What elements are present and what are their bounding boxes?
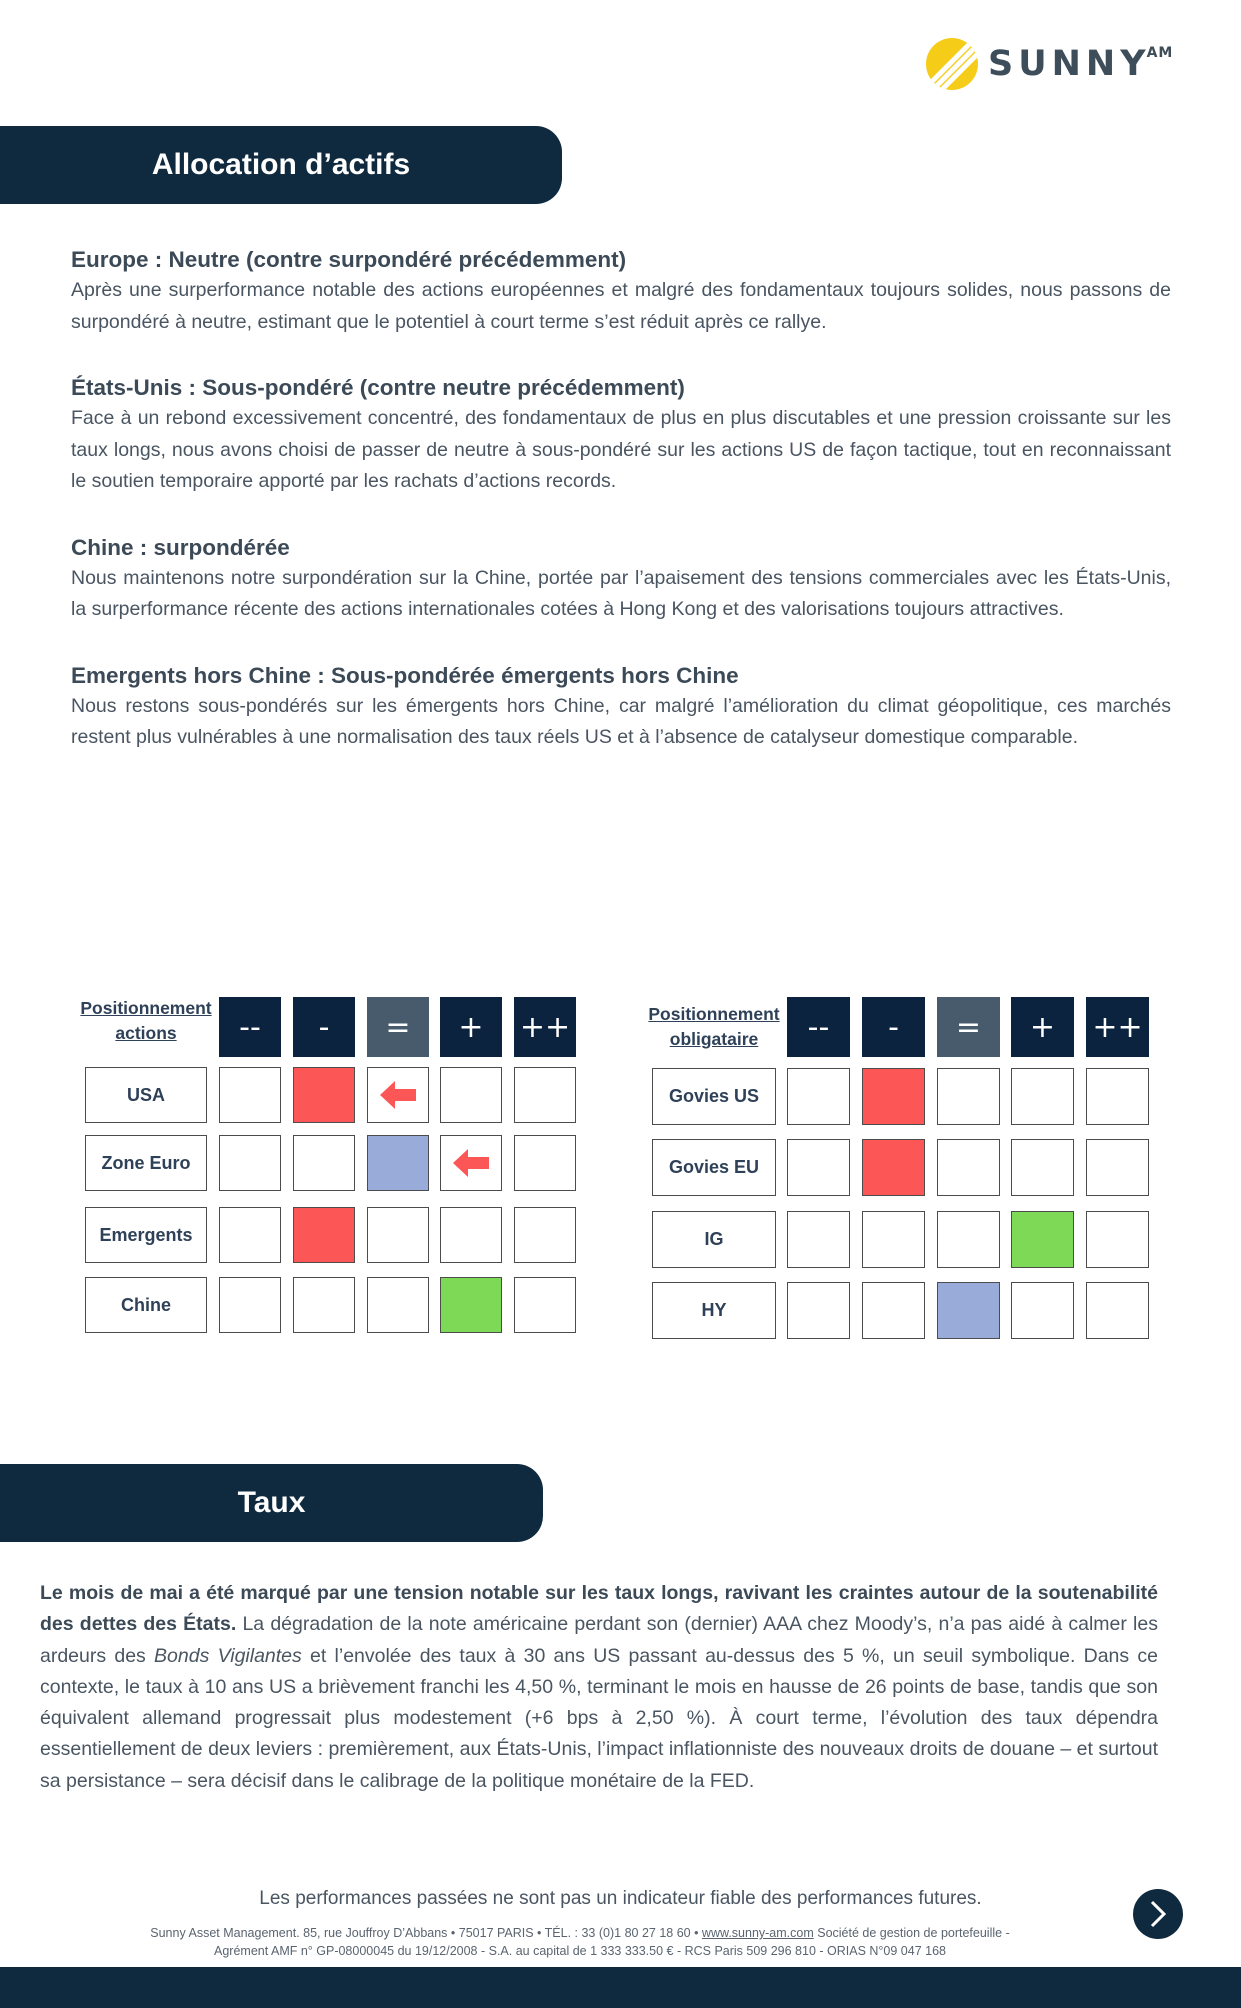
- position-cell: [787, 1068, 850, 1125]
- position-cell: [219, 1135, 281, 1191]
- scale-header-3: +: [440, 997, 502, 1057]
- taux-lead: Le mois de mai a été marqué par une tension notable sur les taux longs, ravivant les craintes autour de la soutenabilité des dettes des États.: [40, 1582, 1158, 1636]
- block-text: Nous maintenons notre surpondération sur la Chine, portée par l’apaisement des tensions commerciales avec les États-Unis, la surperformance récente des actions internationales cotées à Hong Kong et des valorisations toujours attractives.: [71, 566, 1171, 620]
- position-cell: [440, 1207, 502, 1263]
- scale-header-4: ++: [514, 997, 576, 1057]
- position-cell: [514, 1277, 576, 1333]
- position-cell: [367, 1067, 429, 1123]
- position-cell: [293, 1207, 355, 1263]
- position-cell: [219, 1277, 281, 1333]
- scale-header-3: +: [1011, 997, 1074, 1057]
- row-label: Chine: [85, 1277, 207, 1333]
- scale-header-4: ++: [1086, 997, 1149, 1057]
- taux-italic: Bonds Vigilantes: [154, 1644, 302, 1667]
- position-cell: [937, 1068, 1000, 1125]
- block-text: Nous restons sous-pondérés sur les émergents hors Chine, car malgré l’amélioration du climat géopolitique, ces marchés restent plus vulnérables à une normalisation des taux réels US et à l’absence de catalyseur domestique comparable.: [71, 694, 1171, 748]
- position-cell: [440, 1067, 502, 1123]
- scale-header-1: -: [862, 997, 925, 1057]
- position-cell: [862, 1068, 925, 1125]
- position-cell: [367, 1135, 429, 1191]
- taux-text-2: et l’envolée des taux à 30 ans US passant au-dessus des 5 %, un seuil symbolique. Dans ce contexte, le taux à 10 ans US a brièvement franchi les 4,50 %, terminant le mois en hausse de 26 points de base, tandis que son équivalent allemand progressait plus modestement (+6 bps à 2,50 %). À court terme, l’évolution des taux dépendra essentiellement de deux leviers : premièrement, aux États-Unis, l’impact inflationniste des nouveaux droits de douane – et surtout sa persistance – sera décisif dans le calibrage de la politique monétaire de la FED.: [40, 1644, 1158, 1792]
- position-cell: [514, 1207, 576, 1263]
- arrow-left-icon: [453, 1149, 489, 1177]
- block-text: Face à un rebond excessivement concentré, des fondamentaux de plus en plus discutables et une pression croissante sur les taux longs, nous avons choisi de passer de neutre à sous-pondéré sur les actions US de façon tactique, tout en reconnaissant le soutien temporaire apporté par les rachats d’actions records.: [71, 407, 1171, 492]
- scale-header-1: -: [293, 997, 355, 1057]
- position-cell: [514, 1067, 576, 1123]
- position-cell: [862, 1211, 925, 1268]
- position-cell: [787, 1139, 850, 1196]
- position-cell: [440, 1135, 502, 1191]
- position-cell: [1086, 1282, 1149, 1339]
- footer-disclaimer: Les performances passées ne sont pas un indicateur fiable des performances futures.: [259, 1888, 982, 1909]
- block-text: Après une surperformance notable des actions européennes et malgré des fondamentaux toujours solides, nous passons de surpondéré à neutre, estimant que le potentiel à court terme s’est réduit après ce rallye.: [71, 279, 1171, 333]
- scale-header-2: =: [937, 997, 1000, 1057]
- block-us: [71, 372, 1171, 498]
- brand-logo: [926, 38, 1173, 90]
- scale-header-0: --: [787, 997, 850, 1057]
- position-cell: [787, 1282, 850, 1339]
- sun-logo-icon: [926, 38, 978, 90]
- taux-title: Taux: [237, 1486, 306, 1519]
- equity-grid-title: Positionnement actions: [80, 998, 212, 1043]
- position-cell: [219, 1207, 281, 1263]
- chevron-right-icon: [1147, 1899, 1169, 1929]
- position-cell: [1011, 1282, 1074, 1339]
- scale-header-0: --: [219, 997, 281, 1057]
- position-cell: [293, 1277, 355, 1333]
- position-cell: [862, 1139, 925, 1196]
- next-page-button[interactable]: [1133, 1889, 1183, 1939]
- website-link[interactable]: www.sunny-am.com: [701, 1926, 814, 1940]
- allocation-banner: [0, 126, 562, 204]
- position-cell: [440, 1277, 502, 1333]
- position-cell: [514, 1135, 576, 1191]
- position-cell: [1086, 1068, 1149, 1125]
- allocation-text: [71, 244, 1171, 788]
- block-title: Emergents hors Chine : Sous-pondérée émergents hors Chine: [71, 662, 739, 688]
- position-cell: [293, 1067, 355, 1123]
- row-label: IG: [652, 1211, 776, 1268]
- position-cell: [1011, 1068, 1074, 1125]
- bottom-bar: [0, 1967, 1241, 2008]
- row-label: Govies US: [652, 1068, 776, 1125]
- arrow-left-icon: [380, 1081, 416, 1109]
- footer-legal: Sunny Asset Management. 85, rue Jouffroy D’Abbans • 75017 PARIS • TÉL. : 33 (0)1 80 27 18 60 • www.sunny-am.com Société de gestion de portefeuille - Agrément AMF n° GP-08000045 du 19/12/2008 - S.A. au capital de 1 333 333.50 € - RCS Paris 509 296 810 - ORIAS N°09 047 168: [150, 1926, 1010, 1958]
- bond-grid-title: Positionnement obligataire: [648, 1004, 780, 1049]
- row-label: Emergents: [85, 1207, 207, 1263]
- position-cell: [219, 1067, 281, 1123]
- block-europe: [71, 244, 1171, 338]
- position-cell: [367, 1207, 429, 1263]
- position-cell: [937, 1282, 1000, 1339]
- taux-paragraph: [40, 1578, 1158, 1797]
- position-cell: [293, 1135, 355, 1191]
- position-cell: [862, 1282, 925, 1339]
- block-china: [71, 532, 1171, 626]
- position-cell: [1086, 1211, 1149, 1268]
- block-title: États-Unis : Sous-pondéré (contre neutre précédemment): [71, 375, 685, 400]
- block-title: Chine : surpondérée: [71, 534, 290, 560]
- position-cell: [937, 1139, 1000, 1196]
- row-label: USA: [85, 1067, 207, 1123]
- block-title: Europe : Neutre (contre surpondéré précédemment): [71, 247, 627, 272]
- brand-name: $SUNNY^{AM}$: [988, 44, 1174, 84]
- position-cell: [367, 1277, 429, 1333]
- allocation-title: Allocation d’actifs: [151, 148, 411, 181]
- scale-header-2: =: [367, 997, 429, 1057]
- position-cell: [1011, 1139, 1074, 1196]
- row-label: HY: [652, 1282, 776, 1339]
- taux-text-1: La dégradation de la note américaine perdant son (dernier) AAA chez Moody’s, n’a pas aidé à calmer les ardeurs des: [40, 1613, 1158, 1667]
- position-cell: [1011, 1211, 1074, 1268]
- row-label: Zone Euro: [85, 1135, 207, 1191]
- block-emerging: [71, 660, 1171, 754]
- taux-banner: [0, 1464, 543, 1542]
- position-cell: [787, 1211, 850, 1268]
- position-cell: [937, 1211, 1000, 1268]
- row-label: Govies EU: [652, 1139, 776, 1196]
- position-cell: [1086, 1139, 1149, 1196]
